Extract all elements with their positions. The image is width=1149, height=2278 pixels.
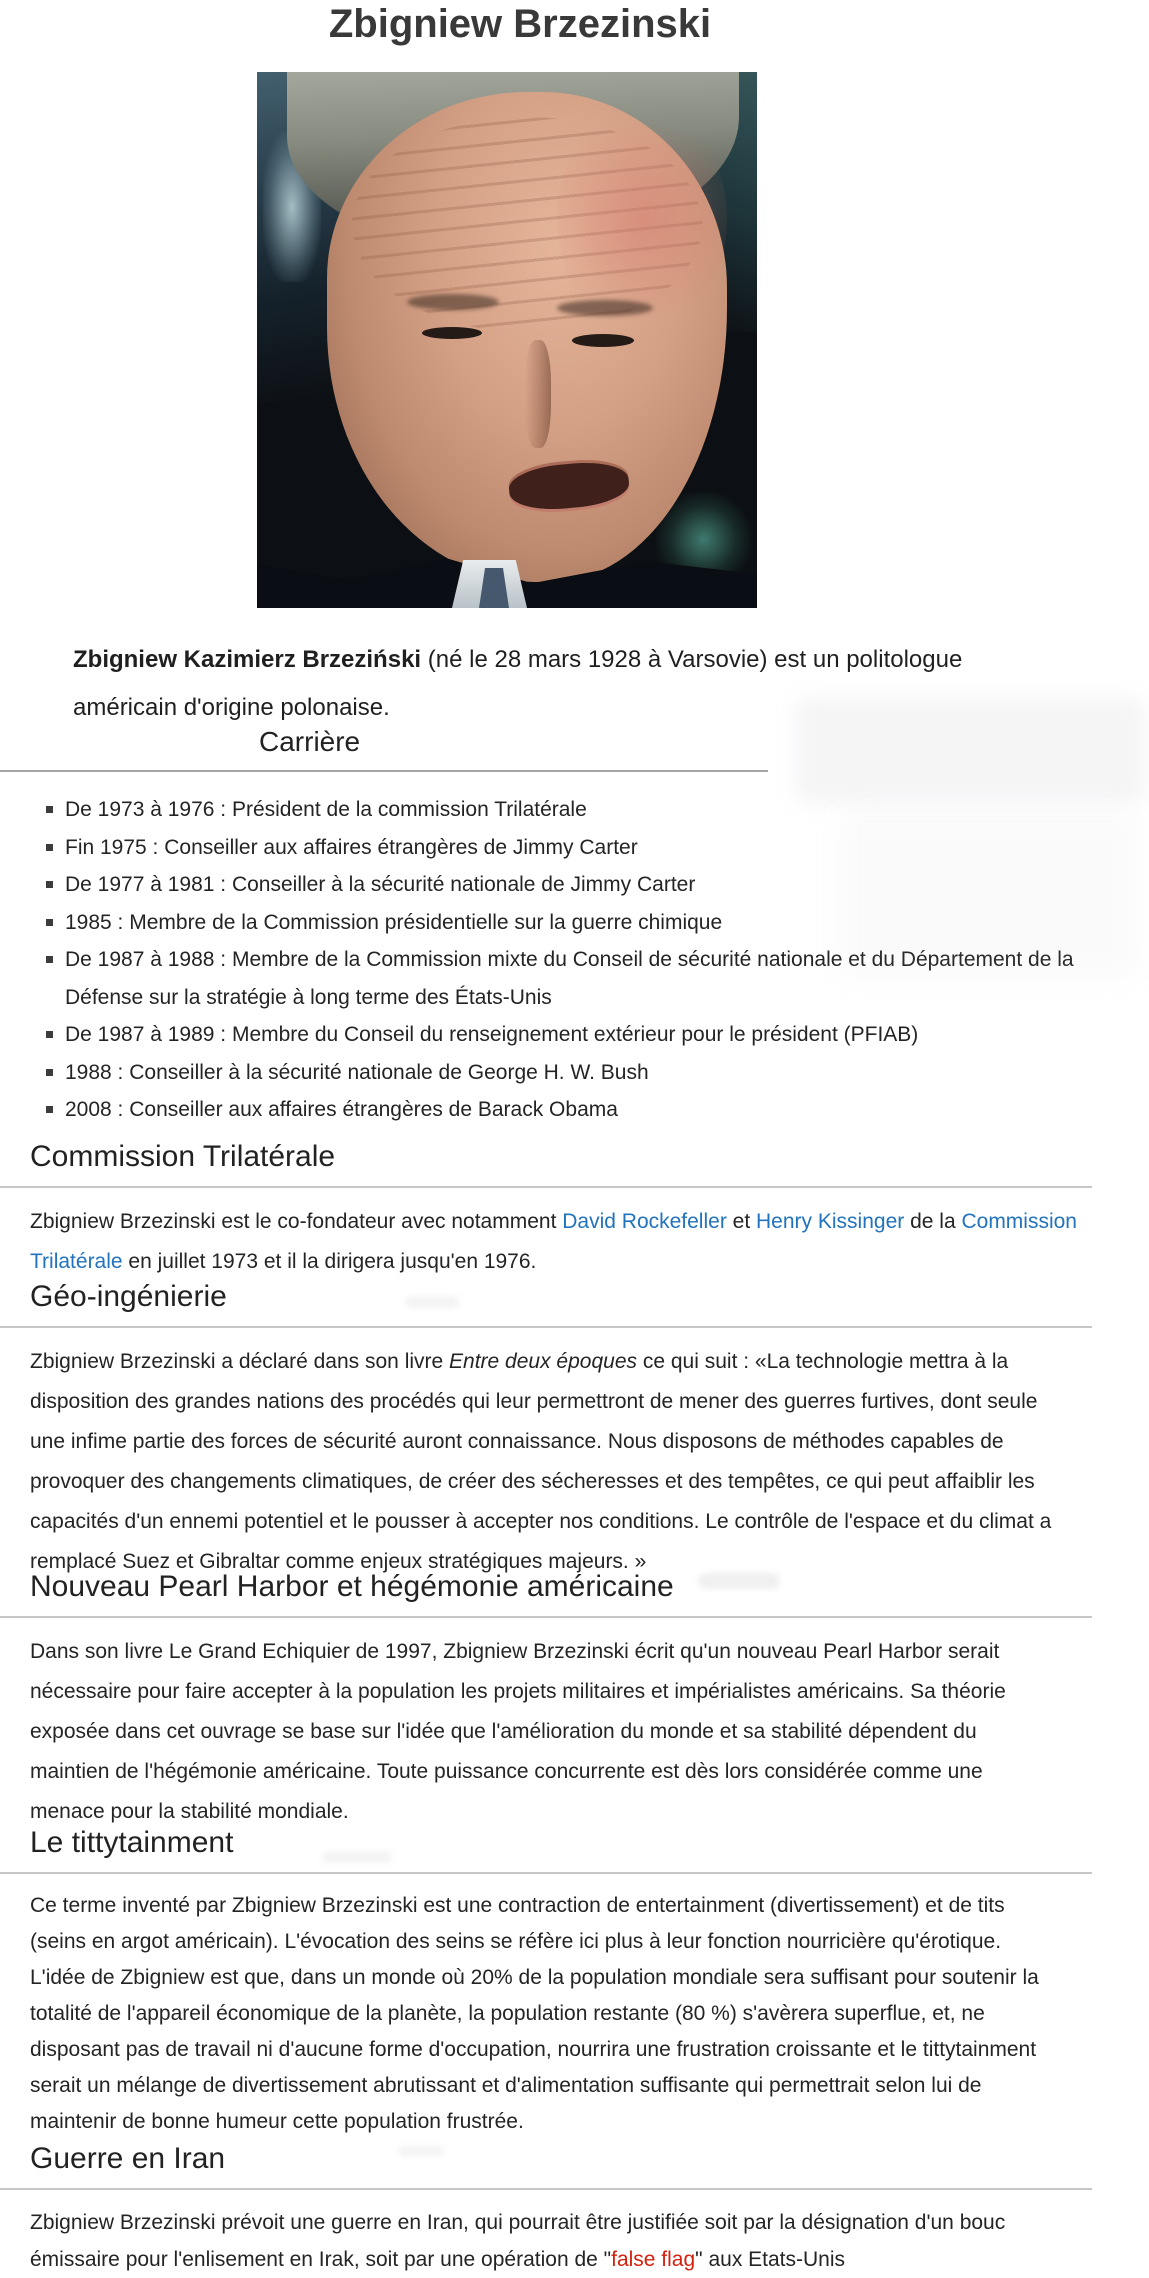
link-false-flag[interactable]: false flag xyxy=(611,2248,696,2271)
text-segment: " aux Etats-Unis xyxy=(695,2248,846,2271)
text-segment: Zbigniew Brzezinski est le co-fondateur avec notamment xyxy=(30,1210,563,1233)
photo-right-eye xyxy=(572,334,634,347)
text-segment: Zbigniew Brzezinski a déclaré dans son livre xyxy=(30,1350,450,1373)
section-commission-trilaterale xyxy=(0,1140,1092,1282)
section-heading: Guerre en Iran xyxy=(0,2142,1092,2190)
career-item: Fin 1975 : Conseiller aux affaires étrangères de Jimmy Carter xyxy=(46,829,1108,867)
section-paragraph xyxy=(30,1342,1060,1582)
portrait-photo xyxy=(257,72,757,608)
career-item: 2008 : Conseiller aux affaires étrangères de Barack Obama xyxy=(46,1091,1108,1129)
section-heading: Le tittytainment xyxy=(0,1826,1092,1874)
career-list xyxy=(46,791,1108,1129)
section-heading: Nouveau Pearl Harbor et hégémonie américaine xyxy=(0,1570,1092,1618)
career-item: De 1977 à 1981 : Conseiller à la sécurité nationale de Jimmy Carter xyxy=(46,866,1108,904)
link-henry-kissinger[interactable]: Henry Kissinger xyxy=(756,1210,905,1233)
section-geo-ingenierie xyxy=(0,1280,1092,1582)
text-segment: (né le 28 mars 1928 à Varsovie) est un politologue américain d'origine polonaise. xyxy=(73,646,963,721)
text-segment: en juillet 1973 et il la dirigera jusqu'en 1976. xyxy=(122,1250,537,1273)
section-le-tittytainment xyxy=(0,1826,1092,2140)
intro-paragraph xyxy=(73,636,973,732)
career-item: 1985 : Membre de la Commission présidentielle sur la guerre chimique xyxy=(46,904,1108,942)
photo-left-eyebrow xyxy=(407,294,499,310)
text-segment: Zbigniew Brzezinski prévoit une guerre en Iran, qui pourrait être justifiée soit par la désignation d'un bouc émissaire pour l'enlisement en Irak, soit par une opération de " xyxy=(30,2211,1006,2271)
career-heading: Carrière xyxy=(259,726,361,757)
text-segment: ce qui suit : «La technologie mettra à la disposition des grandes nations des procédés qui leur permettront de mener des guerres furtives, dont seule une infime partie des forces de sécurité auront connaissance. Nous disposons de méthodes capables de provoquer des changements climatiques, de créer des sécheresses et des tempêtes, ce qui peut affaiblir les capacités d'un ennemi potentiel et le pousser à accepter nos conditions. Le contrôle de l'espace et du climat a remplacé Suez et Gibraltar comme enjeux stratégiques majeurs. » xyxy=(30,1350,1052,1573)
section-paragraph: Ce terme inventé par Zbigniew Brzezinski est une contraction de entertainment (divertissement) et de tits (seins en argot américain). L'évocation des seins se réfère ici plus à leur fonction nourricière qu'érotique. L'idée de Zbigniew est que, dans un monde où 20% de la population mondiale sera suffisant pour soutenir la totalité de l'appareil économique de la planète, la population restante (80 %) s'avèrera superflue, et, ne disposant pas de travail ni d'aucune forme d'occupation, nourrira une frustration croissante et le tittytainment serait un mélange de divertissement abrutissant et d'alimentation suffisante qui permettrait selon lui de maintenir de bonne humeur cette population frustrée. xyxy=(30,1894,1039,2133)
section-guerre-en-iran xyxy=(0,2142,1092,2278)
career-item: De 1987 à 1989 : Membre du Conseil du renseignement extérieur pour le président (PFIAB) xyxy=(46,1016,1108,1054)
photo-left-eye xyxy=(422,327,482,339)
career-item: 1988 : Conseiller à la sécurité nationale de George H. W. Bush xyxy=(46,1054,1108,1092)
text-segment: Zbigniew Kazimierz Brzeziński xyxy=(73,646,422,673)
text-segment: et xyxy=(726,1210,757,1233)
photo-right-eyebrow xyxy=(557,300,653,316)
page-title: Zbigniew Brzezinski xyxy=(328,2,712,46)
section-heading: Géo-ingénierie xyxy=(0,1280,1092,1328)
career-section-header xyxy=(0,726,768,772)
section-heading: Commission Trilatérale xyxy=(0,1140,1092,1188)
text-segment: de la xyxy=(904,1210,962,1233)
career-item: De 1973 à 1976 : Président de la commission Trilatérale xyxy=(46,791,1108,829)
section-paragraph xyxy=(30,2204,1070,2278)
link-david-rockefeller[interactable]: David Rockefeller xyxy=(562,1210,727,1233)
section-paragraph: Dans son livre Le Grand Echiquier de 1997, Zbigniew Brzezinski écrit qu'un nouveau Pearl Harbor serait nécessaire pour faire accepter à la population les projets militaires et impérialistes américains. Sa théorie exposée dans cet ouvrage se base sur l'idée que l'amélioration du monde et sa stabilité dépendent du maintien de l'hégémonie américaine. Toute puissance concurrente est dès lors considérée comme une menace pour la stabilité mondiale. xyxy=(30,1640,1006,1823)
section-paragraph xyxy=(30,1202,1095,1282)
career-item: De 1987 à 1988 : Membre de la Commission mixte du Conseil de sécurité nationale et du Département de la Défense sur la stratégie à long terme des États-Unis xyxy=(46,941,1108,1016)
link-commission-trilat-rale[interactable]: Commission Trilatérale xyxy=(30,1210,1077,1273)
photo-nose-shadow xyxy=(525,340,551,448)
text-segment: Entre deux époques xyxy=(449,1350,638,1373)
section-nouveau-pearl-harbor xyxy=(0,1570,1092,1832)
